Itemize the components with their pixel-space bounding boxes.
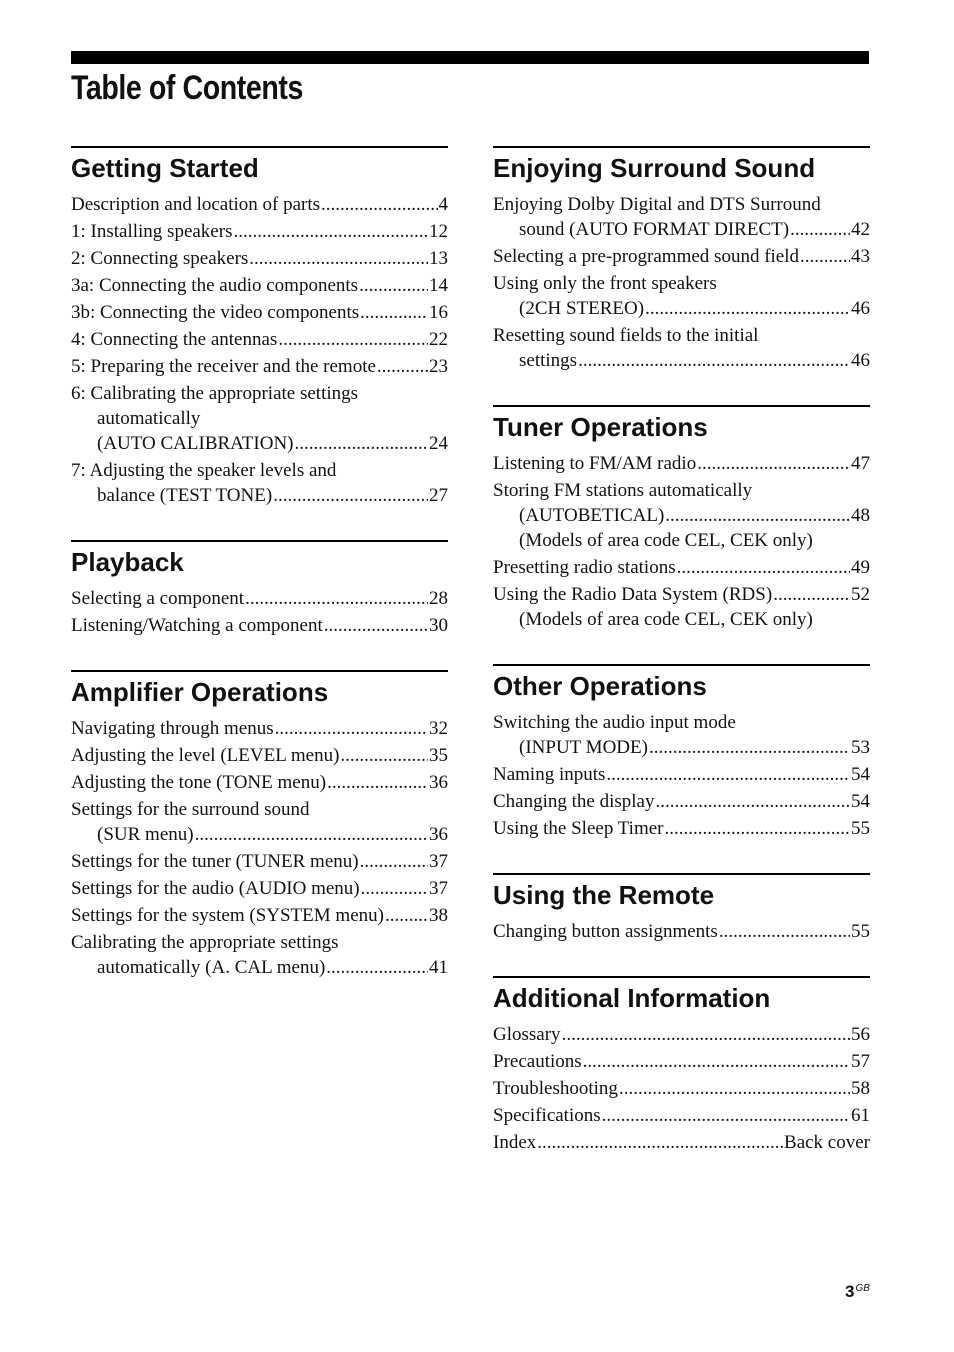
entry-label: 3b: Connecting the video components (71, 302, 360, 323)
entry-line (493, 271, 870, 296)
toc-entry[interactable] (71, 273, 448, 298)
dot-leader (665, 503, 850, 528)
entry-line (493, 451, 870, 476)
dot-leader (677, 555, 850, 580)
toc-entry[interactable] (71, 743, 448, 768)
entry-label: 4: Connecting the antennas (71, 329, 278, 350)
entry-page: 55 (851, 921, 870, 942)
entry-line (493, 323, 870, 348)
entry-label: Glossary (493, 1024, 561, 1045)
section-title: Tuner Operations (493, 412, 708, 442)
entry-label: sound (AUTO FORMAT DIRECT) (519, 219, 790, 240)
toc-entry[interactable] (71, 354, 448, 379)
entry-text: 6: Calibrating the appropriate settings (71, 383, 359, 404)
toc-entry[interactable] (493, 1103, 870, 1128)
entry-page: 42 (851, 219, 870, 240)
entry-text: Switching the audio input mode (493, 712, 736, 733)
entry-label: balance (TEST TONE) (97, 485, 273, 506)
dot-leader (340, 743, 428, 768)
entry-page: 47 (851, 453, 870, 474)
entry-page: 55 (851, 818, 870, 839)
dot-leader (321, 192, 437, 217)
toc-entry[interactable] (71, 300, 448, 325)
entry-page: 46 (851, 350, 870, 371)
toc-entry[interactable] (493, 582, 870, 632)
toc-entry[interactable] (71, 797, 448, 847)
dot-leader (233, 219, 428, 244)
toc-entry[interactable] (493, 271, 870, 321)
toc-column-left (71, 146, 448, 982)
dot-leader (361, 876, 428, 901)
entry-text: Calibrating the appropriate settings (71, 932, 339, 953)
dot-leader (655, 789, 850, 814)
entry-line (71, 300, 448, 325)
entry-line (493, 555, 870, 580)
entry-page: 53 (851, 737, 870, 758)
section-title: Enjoying Surround Sound (493, 153, 816, 183)
dot-leader (275, 716, 428, 741)
toc-entry[interactable] (71, 903, 448, 928)
toc-entry[interactable] (493, 710, 870, 760)
entry-line (71, 192, 448, 217)
dot-leader (326, 955, 428, 980)
entry-line (71, 381, 448, 406)
entry-line (71, 246, 448, 271)
toc-entry[interactable] (493, 323, 870, 373)
toc-entry[interactable] (493, 1022, 870, 1047)
toc-entry[interactable] (493, 816, 870, 841)
entry-label: Specifications (493, 1105, 601, 1126)
entry-page: 48 (851, 505, 870, 526)
entry-page: 12 (429, 221, 448, 242)
toc-entry[interactable] (71, 219, 448, 244)
section-title: Amplifier Operations (71, 677, 329, 707)
entry-line (71, 955, 448, 980)
entry-label: Settings for the audio (AUDIO menu) (71, 878, 360, 899)
page-number-suffix: GB (855, 1283, 870, 1294)
toc-entry[interactable] (493, 1076, 870, 1101)
dot-leader (278, 327, 428, 352)
entry-line (493, 762, 870, 787)
section-title: Other Operations (493, 671, 707, 701)
toc-entry[interactable] (493, 789, 870, 814)
page-title: Table of Contents (71, 69, 303, 107)
dot-leader (324, 613, 428, 638)
toc-entry[interactable] (71, 381, 448, 456)
entry-line (71, 327, 448, 352)
entry-label: 3a: Connecting the audio components (71, 275, 359, 296)
entry-label: Naming inputs (493, 764, 606, 785)
entry-label: Changing the display (493, 791, 655, 812)
dot-leader (360, 849, 428, 874)
entry-line (493, 710, 870, 735)
entry-line (493, 735, 870, 760)
toc-entry[interactable] (493, 762, 870, 787)
toc-entry[interactable] (493, 192, 870, 242)
entry-label: 1: Installing speakers (71, 221, 233, 242)
entry-label: Adjusting the tone (TONE menu) (71, 772, 327, 793)
dot-leader (645, 296, 850, 321)
entry-line (493, 1103, 870, 1128)
dot-leader (719, 919, 850, 944)
dot-leader (583, 1049, 850, 1074)
entry-page: 38 (429, 905, 448, 926)
entry-text: Using only the front speakers (493, 273, 717, 294)
dot-leader (649, 735, 850, 760)
entry-line (71, 458, 448, 483)
entry-label: (2CH STEREO) (519, 298, 645, 319)
entry-note-text: (Models of area code CEL, CEK only) (519, 530, 813, 551)
entry-label: Index (493, 1132, 537, 1153)
dot-leader (273, 483, 428, 508)
entry-line (71, 613, 448, 638)
entry-label: Listening to FM/AM radio (493, 453, 697, 474)
toc-entry[interactable] (71, 613, 448, 638)
entry-page: 14 (429, 275, 448, 296)
entry-line (493, 582, 870, 607)
entry-label: Troubleshooting (493, 1078, 618, 1099)
entry-line (493, 919, 870, 944)
toc-entry[interactable] (493, 1049, 870, 1074)
dot-leader (578, 348, 850, 373)
toc-entry[interactable] (493, 919, 870, 944)
entry-line (493, 816, 870, 841)
dot-leader (195, 822, 428, 847)
entry-label: Navigating through menus (71, 718, 274, 739)
dot-leader (377, 354, 428, 379)
entry-page: 23 (429, 356, 448, 377)
toc-entry[interactable] (493, 451, 870, 476)
entry-label: Changing button assignments (493, 921, 718, 942)
dot-leader (385, 903, 428, 928)
entry-line (493, 192, 870, 217)
toc-section-playback (71, 540, 448, 638)
entry-page: 36 (429, 824, 448, 845)
entry-page: 61 (851, 1105, 870, 1126)
entry-label: Description and location of parts (71, 194, 321, 215)
dot-leader (537, 1130, 783, 1155)
entry-line (493, 296, 870, 321)
entry-label: Using the Sleep Timer (493, 818, 664, 839)
entry-line (493, 217, 870, 242)
entry-label: 5: Preparing the receiver and the remote (71, 356, 376, 377)
toc-section-other-operations (493, 664, 870, 841)
toc-entry[interactable] (71, 192, 448, 217)
dot-leader (602, 1103, 850, 1128)
entry-line (71, 930, 448, 955)
entry-label: (INPUT MODE) (519, 737, 648, 758)
entry-note (493, 528, 870, 553)
toc-section-getting-started (71, 146, 448, 508)
section-title: Using the Remote (493, 880, 715, 910)
entry-page: 4 (438, 194, 448, 215)
entry-page: 46 (851, 298, 870, 319)
toc-entry[interactable] (493, 555, 870, 580)
entry-line (71, 219, 448, 244)
entry-label: Precautions (493, 1051, 582, 1072)
entry-label: Selecting a component (71, 588, 245, 609)
entry-line (493, 478, 870, 503)
dot-leader (664, 816, 850, 841)
entry-page: 57 (851, 1051, 870, 1072)
dot-leader (295, 431, 429, 456)
entry-line (493, 348, 870, 373)
dot-leader (562, 1022, 850, 1047)
entry-note (493, 607, 870, 632)
dot-leader (619, 1076, 850, 1101)
dot-leader (773, 582, 850, 607)
entry-line (71, 431, 448, 456)
entry-page: 16 (429, 302, 448, 323)
entry-page: 58 (851, 1078, 870, 1099)
entry-page: 13 (429, 248, 448, 269)
entry-line (71, 770, 448, 795)
toc-entry[interactable] (71, 458, 448, 508)
toc-entry[interactable] (71, 246, 448, 271)
entry-label: Selecting a pre-programmed sound field (493, 246, 800, 267)
section-title: Additional Information (493, 983, 771, 1013)
entry-label: (SUR menu) (97, 824, 194, 845)
entry-page: 30 (429, 615, 448, 636)
entry-label: 2: Connecting speakers (71, 248, 249, 269)
entry-line (493, 1022, 870, 1047)
dot-leader (800, 244, 850, 269)
entry-line (71, 876, 448, 901)
toc-entry[interactable] (71, 930, 448, 980)
section-title: Playback (71, 547, 184, 577)
entry-line (71, 822, 448, 847)
entry-page: 37 (429, 851, 448, 872)
entry-page: 35 (429, 745, 448, 766)
entry-line (71, 849, 448, 874)
entry-line (71, 586, 448, 611)
entry-line (493, 1076, 870, 1101)
toc-entry[interactable] (493, 478, 870, 553)
entry-page: 32 (429, 718, 448, 739)
entry-line (71, 354, 448, 379)
entry-text: 7: Adjusting the speaker levels and (71, 460, 337, 481)
toc-entry[interactable] (71, 876, 448, 901)
page-number (845, 1282, 870, 1302)
toc-entry[interactable] (71, 716, 448, 741)
entry-page: 22 (429, 329, 448, 350)
entry-line (71, 743, 448, 768)
toc-column-right (493, 146, 870, 1157)
toc-entry[interactable] (493, 244, 870, 269)
entry-line (493, 503, 870, 528)
entry-label: Adjusting the level (LEVEL menu) (71, 745, 340, 766)
entry-label: (AUTOBETICAL) (519, 505, 665, 526)
toc-section-amplifier-operations (71, 670, 448, 980)
dot-leader (245, 586, 428, 611)
entry-text: Storing FM stations automatically (493, 480, 753, 501)
entry-line (493, 1130, 870, 1155)
entry-page: 27 (429, 485, 448, 506)
entry-line (71, 483, 448, 508)
entry-page: 54 (851, 764, 870, 785)
entry-page: 36 (429, 772, 448, 793)
dot-leader (360, 300, 428, 325)
dot-leader (790, 217, 850, 242)
toc-entry[interactable] (493, 1130, 870, 1155)
dot-leader (606, 762, 850, 787)
entry-line (71, 903, 448, 928)
entry-label: Settings for the tuner (TUNER menu) (71, 851, 359, 872)
entry-label: automatically (A. CAL menu) (97, 957, 326, 978)
entry-page: 43 (851, 246, 870, 267)
entry-page: 41 (429, 957, 448, 978)
title-rule (71, 51, 869, 64)
entry-page: 49 (851, 557, 870, 578)
toc-section-enjoying-surround-sound (493, 146, 870, 373)
entry-text: Resetting sound fields to the initial (493, 325, 759, 346)
entry-text: automatically (97, 408, 201, 429)
entry-note-text: (Models of area code CEL, CEK only) (519, 609, 813, 630)
section-title: Getting Started (71, 153, 259, 183)
page-number-value: 3 (845, 1282, 855, 1301)
toc-entry[interactable] (71, 849, 448, 874)
entry-page: 24 (429, 433, 448, 454)
toc-section-tuner-operations (493, 405, 870, 632)
entry-label: Listening/Watching a component (71, 615, 323, 636)
entry-label: Settings for the system (SYSTEM menu) (71, 905, 384, 926)
entry-text: Settings for the surround sound (71, 799, 310, 820)
toc-entry[interactable] (71, 586, 448, 611)
toc-entry[interactable] (71, 770, 448, 795)
entry-line (493, 789, 870, 814)
dot-leader (249, 246, 428, 271)
entry-line (71, 273, 448, 298)
entry-label: Using the Radio Data System (RDS) (493, 584, 773, 605)
entry-page: 52 (851, 584, 870, 605)
dot-leader (697, 451, 850, 476)
toc-section-additional-information (493, 976, 870, 1155)
toc-entry[interactable] (71, 327, 448, 352)
entry-label: settings (519, 350, 578, 371)
entry-line (71, 716, 448, 741)
entry-line (71, 797, 448, 822)
entry-page: 28 (429, 588, 448, 609)
entry-line (493, 244, 870, 269)
toc-section-using-the-remote (493, 873, 870, 944)
entry-label: (AUTO CALIBRATION) (97, 433, 294, 454)
entry-line (493, 1049, 870, 1074)
entry-text: Enjoying Dolby Digital and DTS Surround (493, 194, 821, 215)
dot-leader (327, 770, 428, 795)
entry-line (71, 406, 448, 431)
dot-leader (359, 273, 428, 298)
entry-page: Back cover (784, 1132, 870, 1153)
entry-page: 56 (851, 1024, 870, 1045)
entry-label: Presetting radio stations (493, 557, 676, 578)
entry-page: 54 (851, 791, 870, 812)
entry-page: 37 (429, 878, 448, 899)
